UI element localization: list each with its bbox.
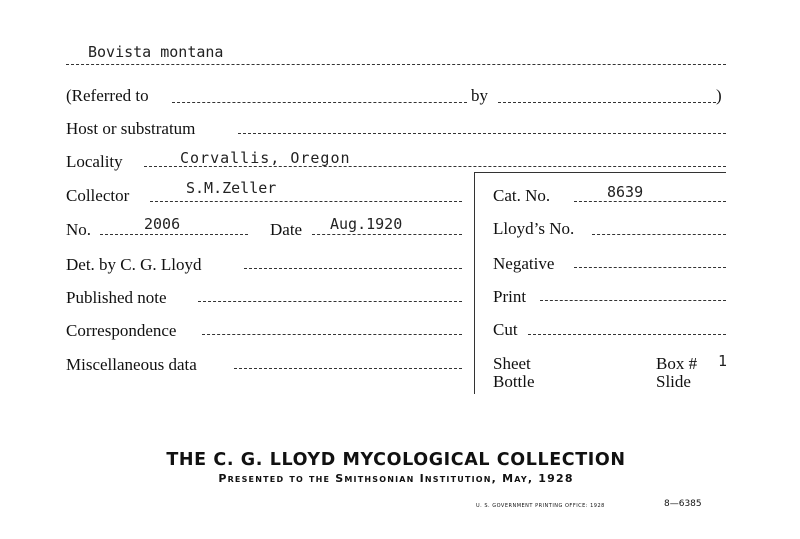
- referred-to-line: [172, 102, 467, 103]
- date-line: [312, 234, 462, 235]
- slide-label: Slide: [656, 372, 691, 391]
- correspondence-label: Correspondence: [66, 321, 177, 340]
- by-label: by: [471, 86, 488, 105]
- date-value: Aug.1920: [330, 215, 403, 233]
- form-number: 8—6385: [664, 499, 702, 509]
- box-label: Box #: [656, 354, 698, 373]
- side-box-top-border: [474, 172, 726, 173]
- host-line: [238, 133, 726, 134]
- locality-label: Locality: [66, 152, 123, 171]
- printing-office-note: U. S. GOVERNMENT PRINTING OFFICE: 1928: [476, 503, 605, 509]
- referred-to-label: (Referred to: [66, 86, 149, 105]
- published-note-label: Published note: [66, 288, 167, 307]
- by-line: [498, 102, 716, 103]
- negative-line: [574, 267, 726, 268]
- no-line: [100, 234, 248, 235]
- correspondence-line: [202, 334, 462, 335]
- collector-line: [150, 201, 462, 202]
- locality-value: Corvallis, Oregon: [180, 149, 351, 167]
- species-name: Bovista montana: [88, 43, 224, 61]
- no-label: No.: [66, 220, 92, 239]
- det-by-line: [244, 268, 462, 269]
- lloyds-no-line: [592, 234, 726, 235]
- sheet-label: Sheet: [493, 354, 531, 373]
- miscellaneous-line: [234, 368, 462, 369]
- no-value: 2006: [144, 215, 181, 233]
- det-by-label: Det. by C. G. Lloyd: [66, 255, 202, 274]
- print-label: Print: [493, 287, 527, 306]
- print-line: [540, 300, 726, 301]
- bottle-label: Bottle: [493, 372, 535, 391]
- cut-label: Cut: [493, 320, 518, 339]
- side-box-left-border: [474, 172, 475, 394]
- box-value: 1: [718, 352, 728, 370]
- date-label: Date: [270, 220, 303, 239]
- cat-no-label: Cat. No.: [493, 186, 551, 205]
- host-label: Host or substratum: [66, 119, 196, 138]
- published-note-line: [198, 301, 462, 302]
- cut-line: [528, 334, 726, 335]
- cat-no-value: 8639: [607, 183, 644, 201]
- collector-label: Collector: [66, 186, 130, 205]
- locality-line: [144, 166, 726, 167]
- lloyds-no-label: Lloyd’s No.: [493, 219, 575, 238]
- negative-label: Negative: [493, 254, 555, 273]
- cat-no-line: [574, 201, 726, 202]
- miscellaneous-label: Miscellaneous data: [66, 355, 197, 374]
- species-line: [66, 64, 726, 65]
- collection-title: THE C. G. LLOYD MYCOLOGICAL COLLECTION: [166, 450, 626, 470]
- close-paren: ): [716, 86, 722, 105]
- collector-value: S.M.Zeller: [186, 179, 277, 197]
- collection-subtitle: Presented to the Smithsonian Institution, May, 1928: [218, 472, 574, 485]
